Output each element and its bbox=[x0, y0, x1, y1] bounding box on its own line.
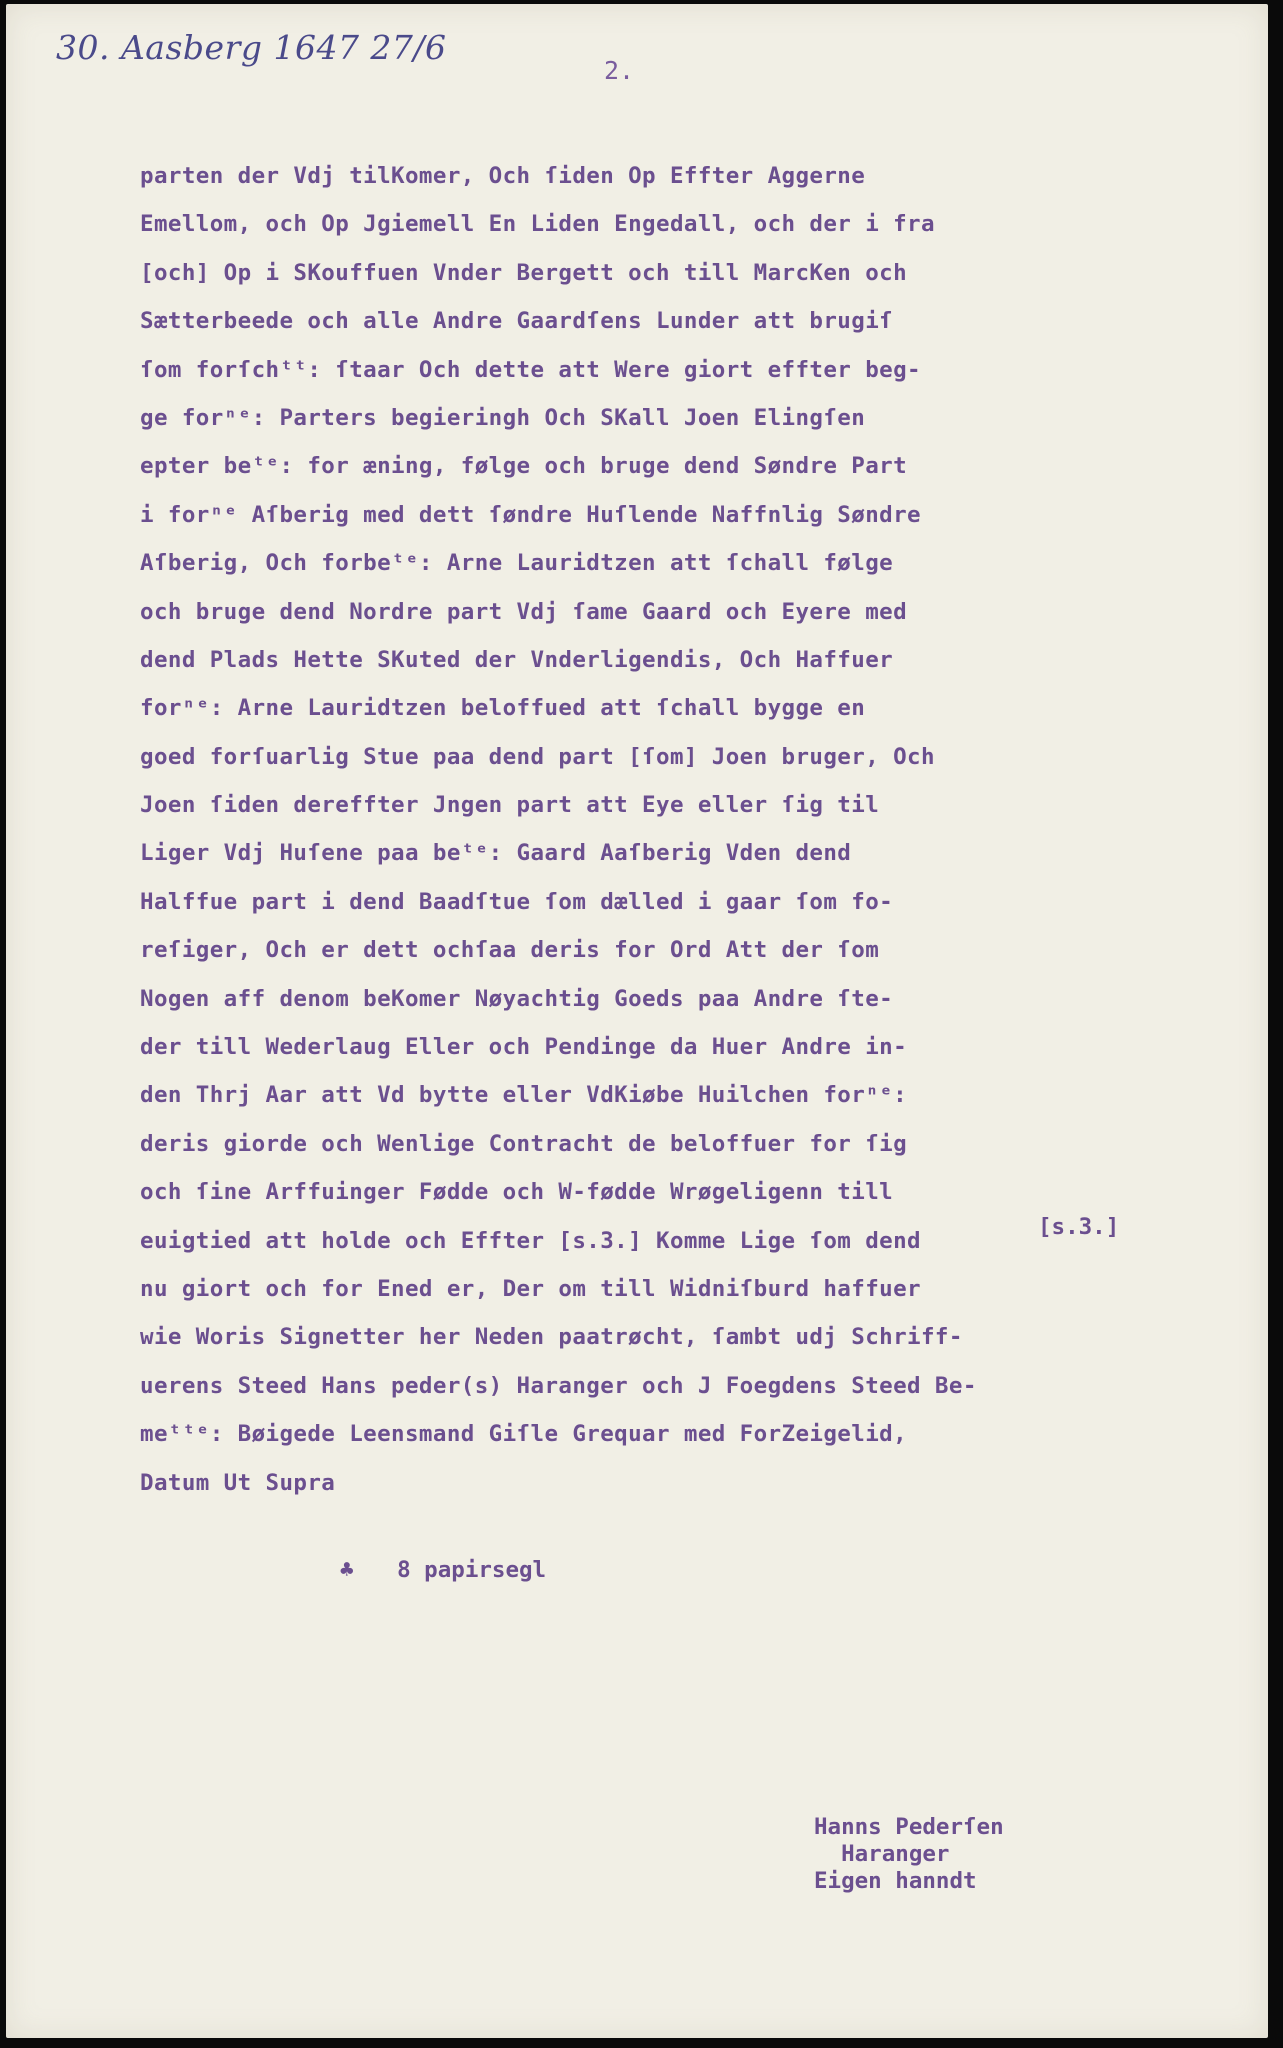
text-line: ge forⁿᵉ: Parters begieringh Och SKall Joen Elingſen bbox=[140, 404, 866, 431]
text-line: forⁿᵉ: Arne Lauridtzen beloffued att ſchall bygge en bbox=[140, 695, 866, 722]
document-page bbox=[6, 4, 1268, 2038]
text-line: och ſine Arffuinger Fødde och W-fødde Wrøgeligenn till bbox=[140, 1179, 894, 1206]
text-line: Nogen aff denom beKomer Nøyachtig Goeds paa Andre ſte- bbox=[140, 985, 894, 1012]
text-line: meᵗᵗᵉ: Bøigede Leensmand Giſle Grequar med ForZeigelid, bbox=[140, 1421, 908, 1448]
text-line: och bruge dend Nordre part Vdj ſame Gaard och Eyere med bbox=[140, 598, 908, 625]
page-number: 2. bbox=[604, 56, 635, 85]
text-line: wie Woris Signetter her Neden paatrøcht, ſambt udj Schriff- bbox=[140, 1324, 963, 1351]
text-line: Emellom, och Op Jgiemell En Liden Engedall, och der i fra bbox=[140, 211, 935, 238]
text-line: Aſberig, Och forbeᵗᵉ: Arne Lauridtzen att ſchall følge bbox=[140, 550, 894, 577]
text-line: reſiger, Och er dett ochſaa deris for Ord Att der ſom bbox=[140, 937, 880, 964]
text-line: euigtied att holde och Effter [s.3.] Komme Lige ſom dend bbox=[140, 1227, 921, 1254]
text-line: Liger Vdj Huſene paa beᵗᵉ: Gaard Aaſberig Vden dend bbox=[140, 840, 852, 867]
signature-note: Eigen hanndt bbox=[814, 1868, 977, 1894]
seal-note-text: 8 papirsegl bbox=[397, 1557, 547, 1583]
handwritten-header-note: 30. Aasberg 1647 27/6 bbox=[56, 28, 447, 67]
text-line: ſom forſchᵗᵗ: ſtaar Och dette att Were giort effter beg- bbox=[140, 356, 921, 383]
seal-mark-icon: ♣ bbox=[340, 1557, 354, 1583]
text-line: Halffue part i dend Baadſtue ſom dælled i gaar ſom fo- bbox=[140, 888, 894, 915]
text-line: Datum Ut Supra bbox=[140, 1469, 336, 1496]
text-line: deris giorde och Wenlige Contracht de beloffuer for ſig bbox=[140, 1130, 908, 1157]
text-line: parten der Vdj tilKomer, Och ſiden Op Effter Aggerne bbox=[140, 163, 866, 189]
text-line: dend Plads Hette SKuted der Vnderligendis, Och Haffuer bbox=[140, 646, 894, 673]
signature-name: Hanns Pederſen bbox=[814, 1814, 1004, 1840]
text-line: [och] Op i SKouffuen Vnder Bergett och till MarcKen och bbox=[140, 259, 908, 286]
seal-note bbox=[340, 1557, 546, 1583]
text-line: Sætterbeede och alle Andre Gaardſens Lunder att brugiſ bbox=[140, 308, 894, 335]
text-line: Joen ſiden dereffter Jngen part att Eye eller ſig til bbox=[140, 792, 880, 819]
transcription-body bbox=[140, 152, 1040, 1507]
text-line: der till Wederlaug Eller och Pendinge da Huer Andre in- bbox=[140, 1034, 908, 1061]
text-line: i forⁿᵉ Aſberig med dett ſøndre Huſlende Naffnlig Søndre bbox=[140, 501, 921, 528]
text-line: epter beᵗᵉ: for æning, følge och bruge dend Søndre Part bbox=[140, 453, 908, 480]
signature-place: Haranger bbox=[814, 1841, 950, 1867]
text-line: goed forſuarlig Stue paa dend part [ſom] Joen bruger, Och bbox=[140, 743, 935, 770]
text-line: den Thrj Aar att Vd bytte eller VdKiøbe Huilchen forⁿᵉ: bbox=[140, 1082, 908, 1109]
margin-page-reference: [s.3.] bbox=[1038, 1214, 1120, 1240]
signature-block bbox=[814, 1814, 1004, 1895]
text-line: uerens Steed Hans peder(s) Haranger och J Foegdens Steed Be- bbox=[140, 1372, 977, 1399]
text-line: nu giort och for Ened er, Der om till Widniſburd haffuer bbox=[140, 1275, 921, 1302]
